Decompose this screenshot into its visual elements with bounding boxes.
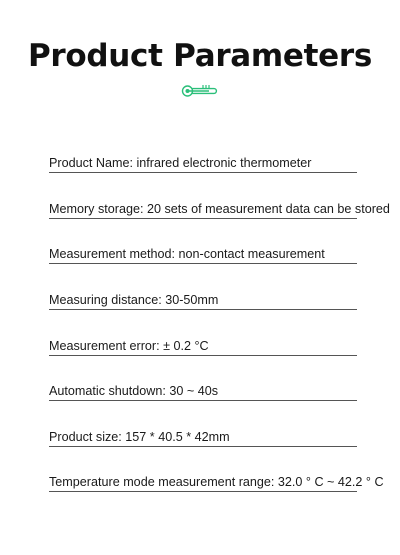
param-divider (49, 263, 357, 264)
param-measurement-method: Measurement method: non-contact measurement (49, 247, 325, 261)
param-temperature-range: Temperature mode measurement range: 32.0 ° C ~ 42.2 ° C (49, 475, 384, 489)
param-divider (49, 491, 357, 492)
param-automatic-shutdown: Automatic shutdown: 30 ~ 40s (49, 384, 219, 398)
param-divider (49, 446, 357, 447)
param-divider (49, 400, 357, 401)
param-measurement-error: Measurement error: ± 0.2 °C (49, 339, 209, 353)
page-title: Product Parameters (27, 38, 373, 74)
param-divider (49, 355, 357, 356)
param-measuring-distance: Measuring distance: 30-50mm (49, 293, 219, 307)
param-memory-storage: Memory storage: 20 sets of measurement data can be stored (49, 202, 390, 216)
param-divider (49, 218, 357, 219)
param-product-size: Product size: 157 * 40.5 * 42mm (49, 430, 230, 444)
param-divider (49, 309, 357, 310)
param-product-name: Product Name: infrared electronic thermometer (49, 156, 312, 170)
thermometer-icon (181, 84, 219, 98)
param-divider (49, 172, 357, 173)
